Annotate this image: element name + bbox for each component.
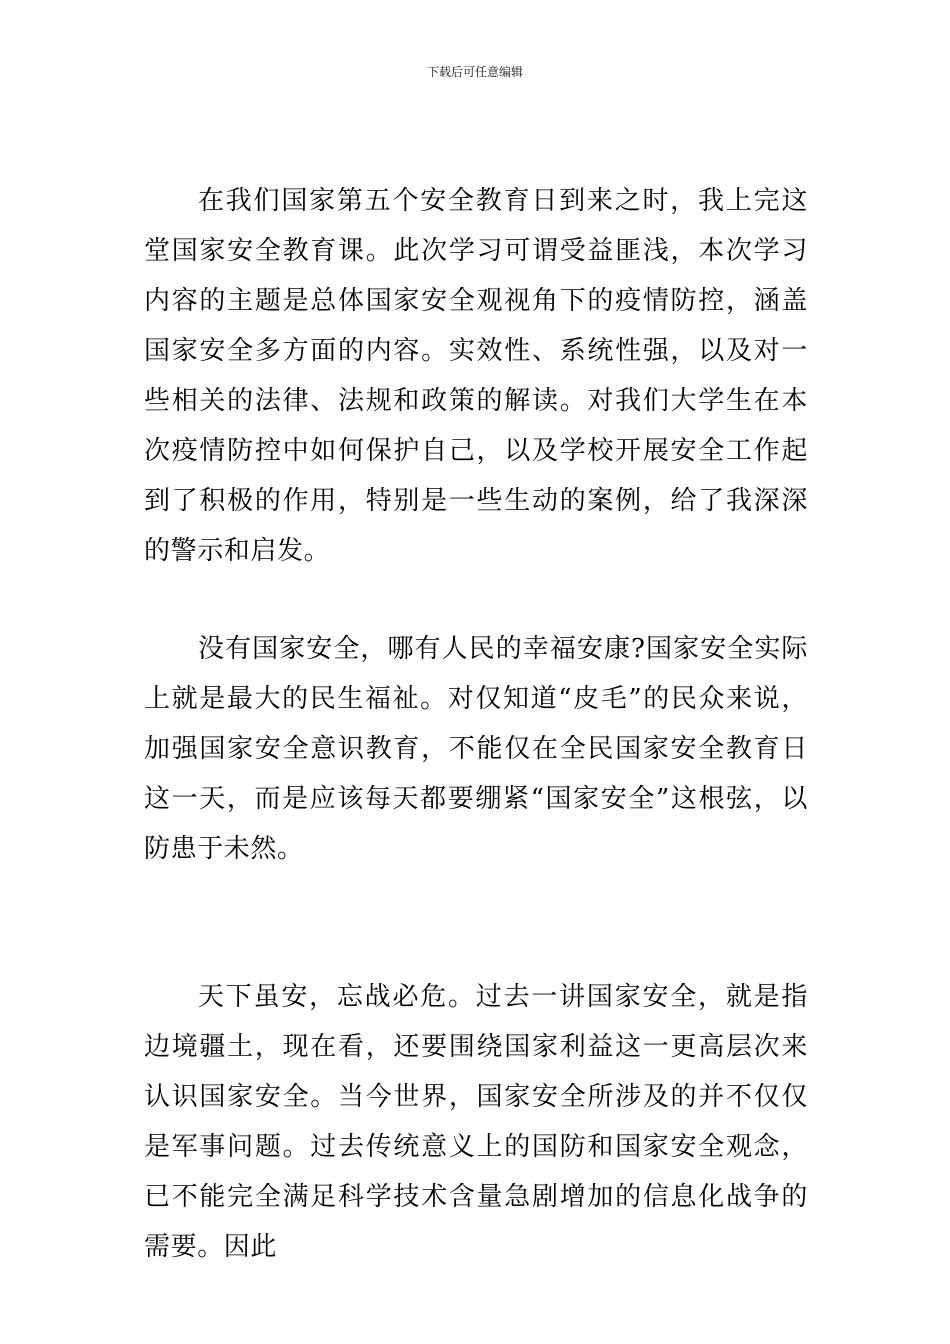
page-header: 下载后可任意编辑 [426, 65, 523, 79]
paragraph-3: 天下虽安，忘战必危。过去一讲国家安全，就是指边境疆土，现在看，还要围绕国家利益这一更高层次来认识国家安全。当今世界，国家安全所涉及的并不仅仅是军事问题。过去传统意义上的国防和国家安全观念，已不能完全满足科学技术含量急剧增加的信息化战争的需要。因此 [144, 982, 808, 1262]
paragraph-2: 没有国家安全，哪有人民的幸福安康?国家安全实际上就是最大的民生福祉。对仅知道“皮毛”的民众来说，加强国家安全意识教育，不能仅在全民国家安全教育日这一天，而是应该每天都要绷紧“国家安全”这根弦，以防患于未然。 [144, 634, 808, 864]
paragraph-1: 在我们国家第五个安全教育日到来之时，我上完这堂国家安全教育课。此次学习可谓受益匪浅，本次学习内容的主题是总体国家安全观视角下的疫情防控，涵盖国家安全多方面的内容。实效性、系统性强，以及对一些相关的法律、法规和政策的解读。对我们大学生在本次疫情防控中如何保护自己，以及学校开展安全工作起到了积极的作用，特别是一些生动的案例，给了我深深的警示和启发。 [144, 186, 808, 566]
